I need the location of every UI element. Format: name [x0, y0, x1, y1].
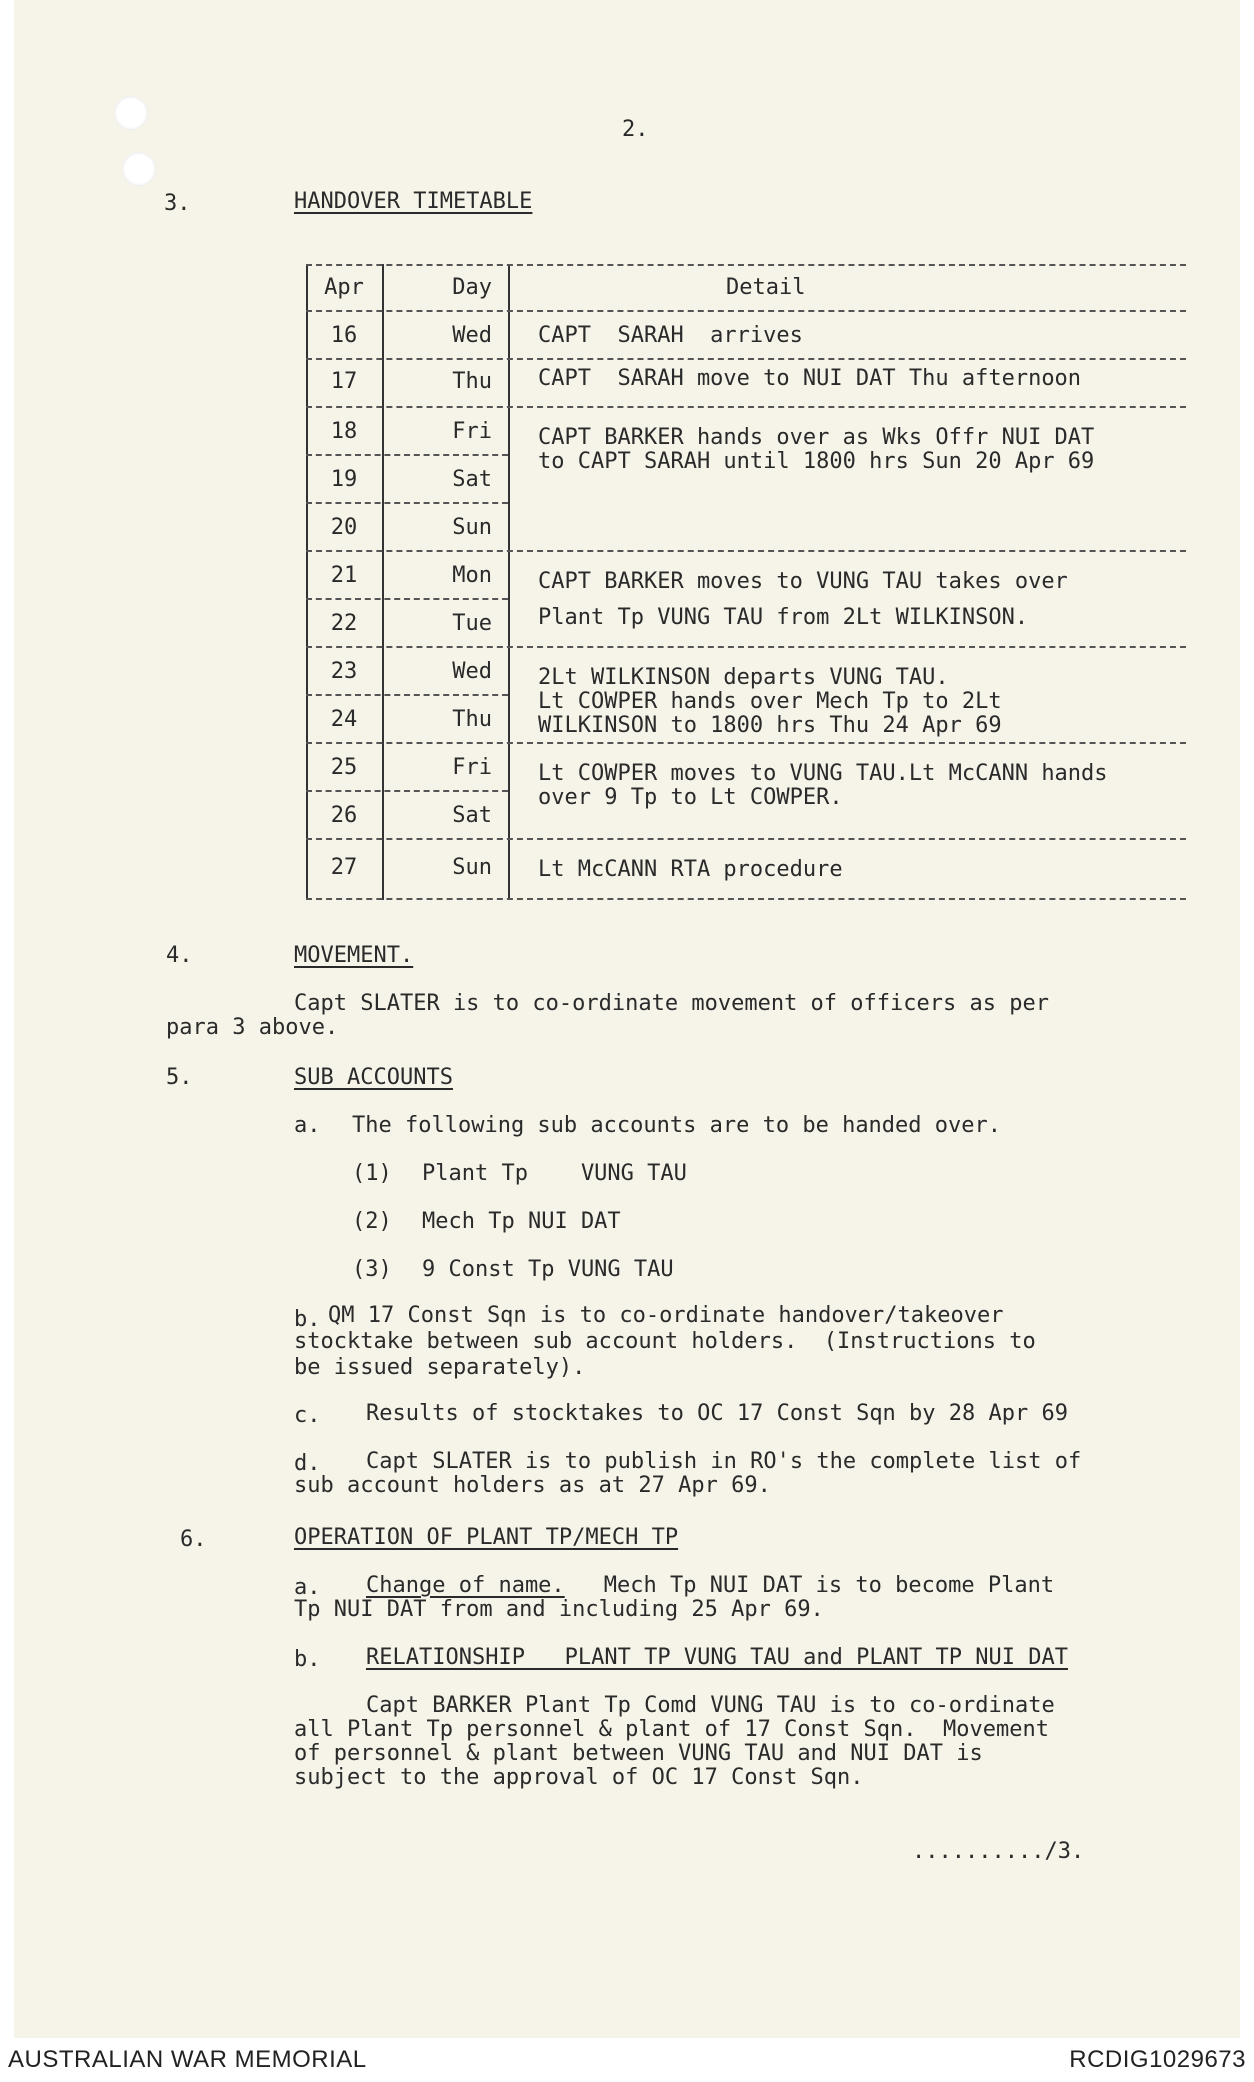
header-day: Day	[452, 275, 492, 300]
item-title: RELATIONSHIP PLANT TP VUNG TAU and PLANT TP NUI DAT	[366, 1645, 1068, 1670]
table-rule	[306, 406, 1186, 408]
row-day: Wed	[452, 659, 492, 684]
detail-line: CAPT BARKER hands over as Wks Offr NUI DAT	[538, 425, 1095, 450]
item-text: The following sub accounts are to be handed over.	[352, 1113, 1002, 1138]
item-text: all Plant Tp personnel & plant of 17 Const Sqn. Movement	[294, 1717, 1049, 1742]
section-6-number: 6.	[180, 1527, 207, 1552]
item-text: Tp NUI DAT from and including 25 Apr 69.	[294, 1597, 824, 1622]
row-day: Sat	[452, 803, 492, 828]
row-day: Wed	[452, 323, 492, 348]
subitem-text: 9 Const Tp VUNG TAU	[422, 1257, 674, 1282]
section-5-number: 5.	[166, 1065, 193, 1090]
detail-line: WILKINSON to 1800 hrs Thu 24 Apr 69	[538, 713, 1002, 738]
detail-line: CAPT SARAH arrives	[538, 323, 803, 348]
subitem-number: (2)	[352, 1209, 392, 1234]
section-3-number: 3.	[164, 191, 191, 216]
subitem-number: (3)	[352, 1257, 392, 1282]
item-text: Results of stocktakes to OC 17 Const Sqn by 28 Apr 69	[366, 1401, 1068, 1426]
item-text: Mech Tp NUI DAT is to become Plant	[564, 1573, 1055, 1598]
header-apr: Apr	[324, 275, 364, 300]
section-4-text: Capt SLATER is to co-ordinate movement of officers as per	[294, 991, 1049, 1016]
detail-line: Lt COWPER moves to VUNG TAU.Lt McCANN hands	[538, 761, 1108, 786]
subitem-number: (1)	[352, 1161, 392, 1186]
table-rule	[306, 454, 508, 456]
row-apr: 18	[330, 419, 358, 444]
row-apr: 20	[330, 515, 358, 540]
page-number: 2.	[622, 117, 649, 142]
table-rule	[306, 838, 1186, 840]
table-rule	[306, 502, 508, 504]
item-text: QM 17 Const Sqn is to co-ordinate handover/takeover	[328, 1303, 1004, 1328]
row-day: Sun	[452, 515, 492, 540]
row-day: Thu	[452, 369, 492, 394]
item-label: d.	[294, 1451, 321, 1476]
section-4-heading: MOVEMENT.	[294, 943, 414, 968]
table-rule	[306, 550, 1186, 552]
row-apr: 17	[330, 369, 358, 394]
row-apr: 25	[330, 755, 358, 780]
handover-timetable	[306, 264, 1186, 900]
section-6-heading: OPERATION OF PLANT TP/MECH TP	[294, 1525, 679, 1550]
document-page	[14, 0, 1240, 2038]
table-rule	[306, 358, 1186, 360]
row-apr: 16	[330, 323, 358, 348]
row-apr: 21	[330, 563, 358, 588]
continuation-marker: ........../3.	[912, 1839, 1085, 1864]
item-text: sub account holders as at 27 Apr 69.	[294, 1473, 771, 1498]
table-rule-top	[306, 264, 1186, 266]
section-5-heading: SUB ACCOUNTS	[294, 1065, 453, 1090]
row-apr: 23	[330, 659, 358, 684]
footer-archive-name: AUSTRALIAN WAR MEMORIAL	[8, 2046, 367, 2073]
row-day: Mon	[452, 563, 492, 588]
item-label: b.	[294, 1647, 321, 1672]
table-rule	[306, 790, 508, 792]
footer-record-id: RCDIG1029673	[1069, 2046, 1246, 2073]
table-rule	[306, 694, 508, 696]
table-rule-bottom	[306, 898, 1186, 900]
row-apr: 24	[330, 707, 358, 732]
item-text: Capt BARKER Plant Tp Comd VUNG TAU is to co-ordinate	[366, 1693, 1055, 1718]
punch-hole-top	[114, 96, 148, 130]
item-label: a.	[294, 1575, 321, 1600]
item-text: be issued separately).	[294, 1355, 586, 1380]
item-text: Capt SLATER is to publish in RO's the complete list of	[366, 1449, 1082, 1474]
item-text: stocktake between sub account holders. (Instructions to	[294, 1329, 1036, 1354]
table-rule	[306, 598, 508, 600]
row-day: Tue	[452, 611, 492, 636]
detail-line: 2Lt WILKINSON departs VUNG TAU.	[538, 665, 949, 690]
detail-line: Lt COWPER hands over Mech Tp to 2Lt	[538, 689, 1002, 714]
section-3-heading: HANDOVER TIMETABLE	[294, 189, 533, 214]
item-text: of personnel & plant between VUNG TAU and NUI DAT is	[294, 1741, 983, 1766]
row-day: Fri	[452, 419, 492, 444]
detail-line: over 9 Tp to Lt COWPER.	[538, 785, 843, 810]
row-day: Sun	[452, 855, 492, 880]
subitem-text: Plant Tp VUNG TAU	[422, 1161, 687, 1186]
row-day: Fri	[452, 755, 492, 780]
row-apr: 26	[330, 803, 358, 828]
item-title: Change of name.	[366, 1573, 565, 1598]
detail-line: Plant Tp VUNG TAU from 2Lt WILKINSON.	[538, 605, 1029, 630]
item-label: a.	[294, 1113, 321, 1138]
row-day: Sat	[452, 467, 492, 492]
item-text: subject to the approval of OC 17 Const Sqn.	[294, 1765, 864, 1790]
item-label: b.	[294, 1307, 321, 1332]
table-rule	[306, 310, 1186, 312]
row-apr: 22	[330, 611, 358, 636]
row-day: Thu	[452, 707, 492, 732]
punch-hole-bottom	[122, 152, 156, 186]
detail-line: to CAPT SARAH until 1800 hrs Sun 20 Apr 69	[538, 449, 1095, 474]
subitem-text: Mech Tp NUI DAT	[422, 1209, 621, 1234]
detail-line: CAPT BARKER moves to VUNG TAU takes over	[538, 569, 1068, 594]
row-apr: 27	[330, 855, 358, 880]
detail-line: CAPT SARAH move to NUI DAT Thu afternoon	[538, 366, 1082, 391]
row-apr: 19	[330, 467, 358, 492]
detail-line: Lt McCANN RTA procedure	[538, 857, 843, 882]
item-label: c.	[294, 1403, 321, 1428]
header-detail: Detail	[726, 275, 806, 300]
table-rule	[306, 742, 1186, 744]
table-rule	[306, 646, 1186, 648]
section-4-text: para 3 above.	[166, 1015, 339, 1040]
section-4-number: 4.	[166, 943, 193, 968]
